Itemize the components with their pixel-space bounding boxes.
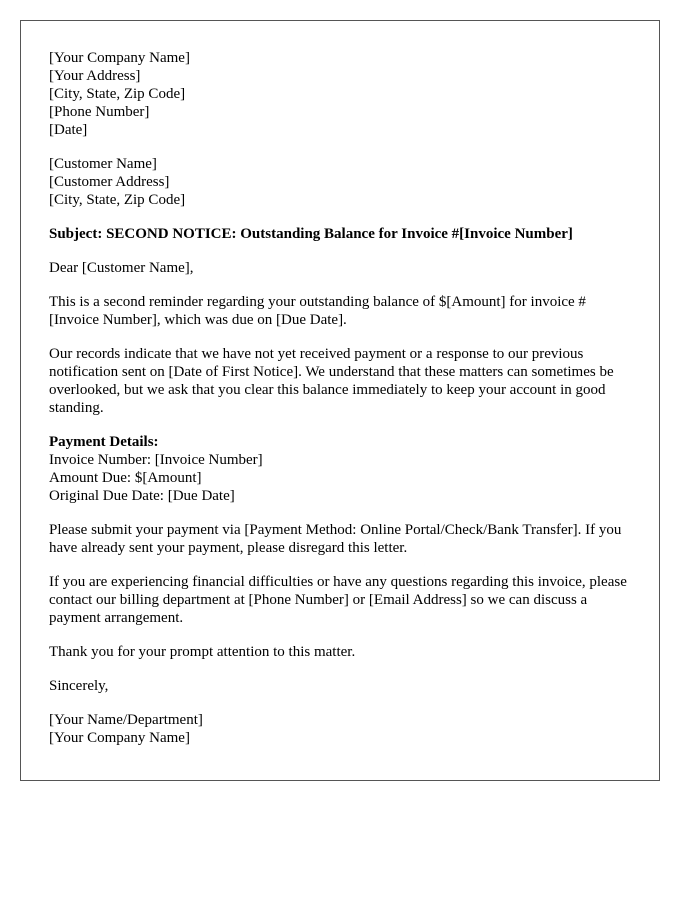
payment-original-due-date: Original Due Date: [Due Date] <box>49 488 235 504</box>
sender-address-block <box>49 49 631 139</box>
paragraph-reminder: This is a second reminder regarding your outstanding balance of $[Amount] for invoice #[Invoice Number], which was due on [Due Date]. <box>49 294 586 328</box>
subject-line: Subject: SECOND NOTICE: Outstanding Balance for Invoice #[Invoice Number] <box>49 226 573 242</box>
sender-phone: [Phone Number] <box>49 104 150 120</box>
paragraph-thanks: Thank you for your prompt attention to this matter. <box>49 644 356 660</box>
paragraph-difficulties: If you are experiencing financial difficulties or have any questions regarding this invoice, please contact our billing department at [Phone Number] or [Email Address] so we can discuss a payment arrangement. <box>49 574 627 626</box>
recipient-address: [Customer Address] <box>49 174 170 190</box>
sender-city-state-zip: [City, State, Zip Code] <box>49 86 186 102</box>
signature-block <box>49 711 631 747</box>
letter-date: [Date] <box>49 122 88 138</box>
signature-name-department: [Your Name/Department] <box>49 712 203 728</box>
payment-details-block <box>49 433 631 505</box>
closing: Sincerely, <box>49 678 109 694</box>
payment-invoice-number: Invoice Number: [Invoice Number] <box>49 452 263 468</box>
recipient-city-state-zip: [City, State, Zip Code] <box>49 192 186 208</box>
sender-address: [Your Address] <box>49 68 141 84</box>
salutation: Dear [Customer Name], <box>49 260 194 276</box>
payment-amount-due: Amount Due: $[Amount] <box>49 470 202 486</box>
payment-details-heading: Payment Details: <box>49 434 159 450</box>
sender-company: [Your Company Name] <box>49 50 190 66</box>
signature-company: [Your Company Name] <box>49 730 190 746</box>
letter-page <box>20 20 660 781</box>
paragraph-records: Our records indicate that we have not yet received payment or a response to our previous notification sent on [Date of First Notice]. We understand that these matters can sometimes be overlooked, but we ask that you clear this balance immediately to keep your account in good standing. <box>49 346 614 416</box>
recipient-name: [Customer Name] <box>49 156 157 172</box>
paragraph-payment-method: Please submit your payment via [Payment Method: Online Portal/Check/Bank Transfer]. If you have already sent your payment, please disregard this letter. <box>49 522 622 556</box>
recipient-address-block <box>49 155 631 209</box>
